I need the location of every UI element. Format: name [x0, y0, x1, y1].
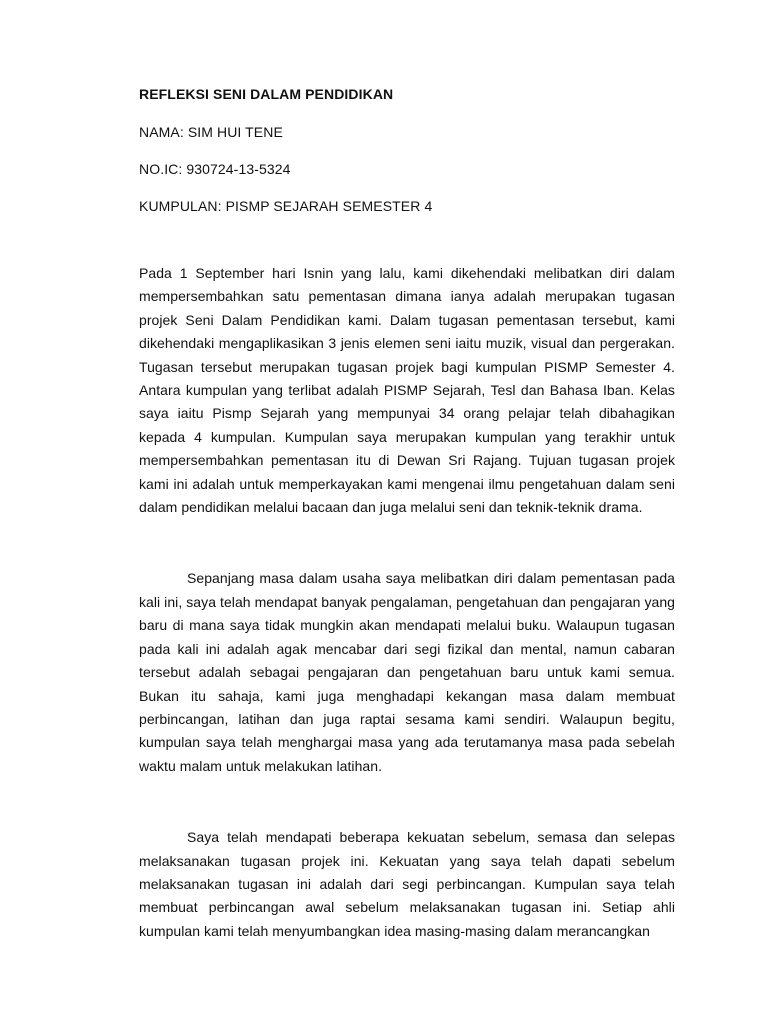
group-name: KUMPULAN: PISMP SEJARAH SEMESTER 4	[139, 198, 433, 214]
paragraph-3: Saya telah mendapati beberapa kekuatan sebelum, semasa dan selepas melaksanakan tugasan projek ini. Kekuatan yang saya telah dapati sebelum melaksanakan tugasan ini adalah dari segi perbincangan. Kumpulan saya telah membuat perbincangan awal sebelum melaksanakan tugasan ini. Setiap ahli kumpulan kami telah menyumbangkan idea masing-masing dalam merancangkan	[139, 829, 675, 939]
paragraph-2: Sepanjang masa dalam usaha saya melibatkan diri dalam pementasan pada kali ini, saya telah mendapat banyak pengalaman, pengetahuan dan pengajaran yang baru di mana saya tidak mungkin akan mendapati melalui buku. Walaupun tugasan pada kali ini adalah agak mencabar dari segi fizikal dan mental, namun cabaran tersebut adalah sebagai pengajaran dan pengetahuan baru untuk kami semua. Bukan itu sahaja, kami juga menghadapi kekangan masa dalam membuat perbincangan, latihan dan juga raptai sesama kami sendiri. Walaupun begitu, kumpulan saya telah menghargai masa yang ada terutamanya masa pada sebelah waktu malam untuk melakukan latihan.	[139, 570, 675, 774]
student-name: NAMA: SIM HUI TENE	[139, 124, 283, 140]
document-body	[139, 84, 675, 943]
paragraph-1: Pada 1 September hari Isnin yang lalu, kami dikehendaki melibatkan diri dalam mempersembahkan satu pementasan dimana ianya adalah merupakan tugasan projek Seni Dalam Pendidikan kami. Dalam tugasan pementasan tersebut, kami dikehendaki mengaplikasikan 3 jenis elemen seni iaitu muzik, visual dan pergerakan. Tugasan tersebut merupakan tugasan projek bagi kumpulan PISMP Semester 4. Antara kumpulan yang terlibat adalah PISMP Sejarah, Tesl dan Bahasa Iban. Kelas saya iaitu Pismp Sejarah yang mempunyai 34 orang pelajar telah dibahagikan kepada 4 kumpulan. Kumpulan saya merupakan kumpulan yang terakhir untuk mempersembahkan pementasan itu di Dewan Sri Rajang. Tujuan tugasan projek kami ini adalah untuk memperkayakan kami mengenai ilmu pengetahuan dalam seni dalam pendidikan melalui bacaan dan juga melalui seni dan teknik-teknik drama.	[139, 265, 675, 516]
ic-number: NO.IC: 930724-13-5324	[139, 161, 291, 177]
document-title: REFLEKSI SENI DALAM PENDIDIKAN	[139, 86, 394, 102]
